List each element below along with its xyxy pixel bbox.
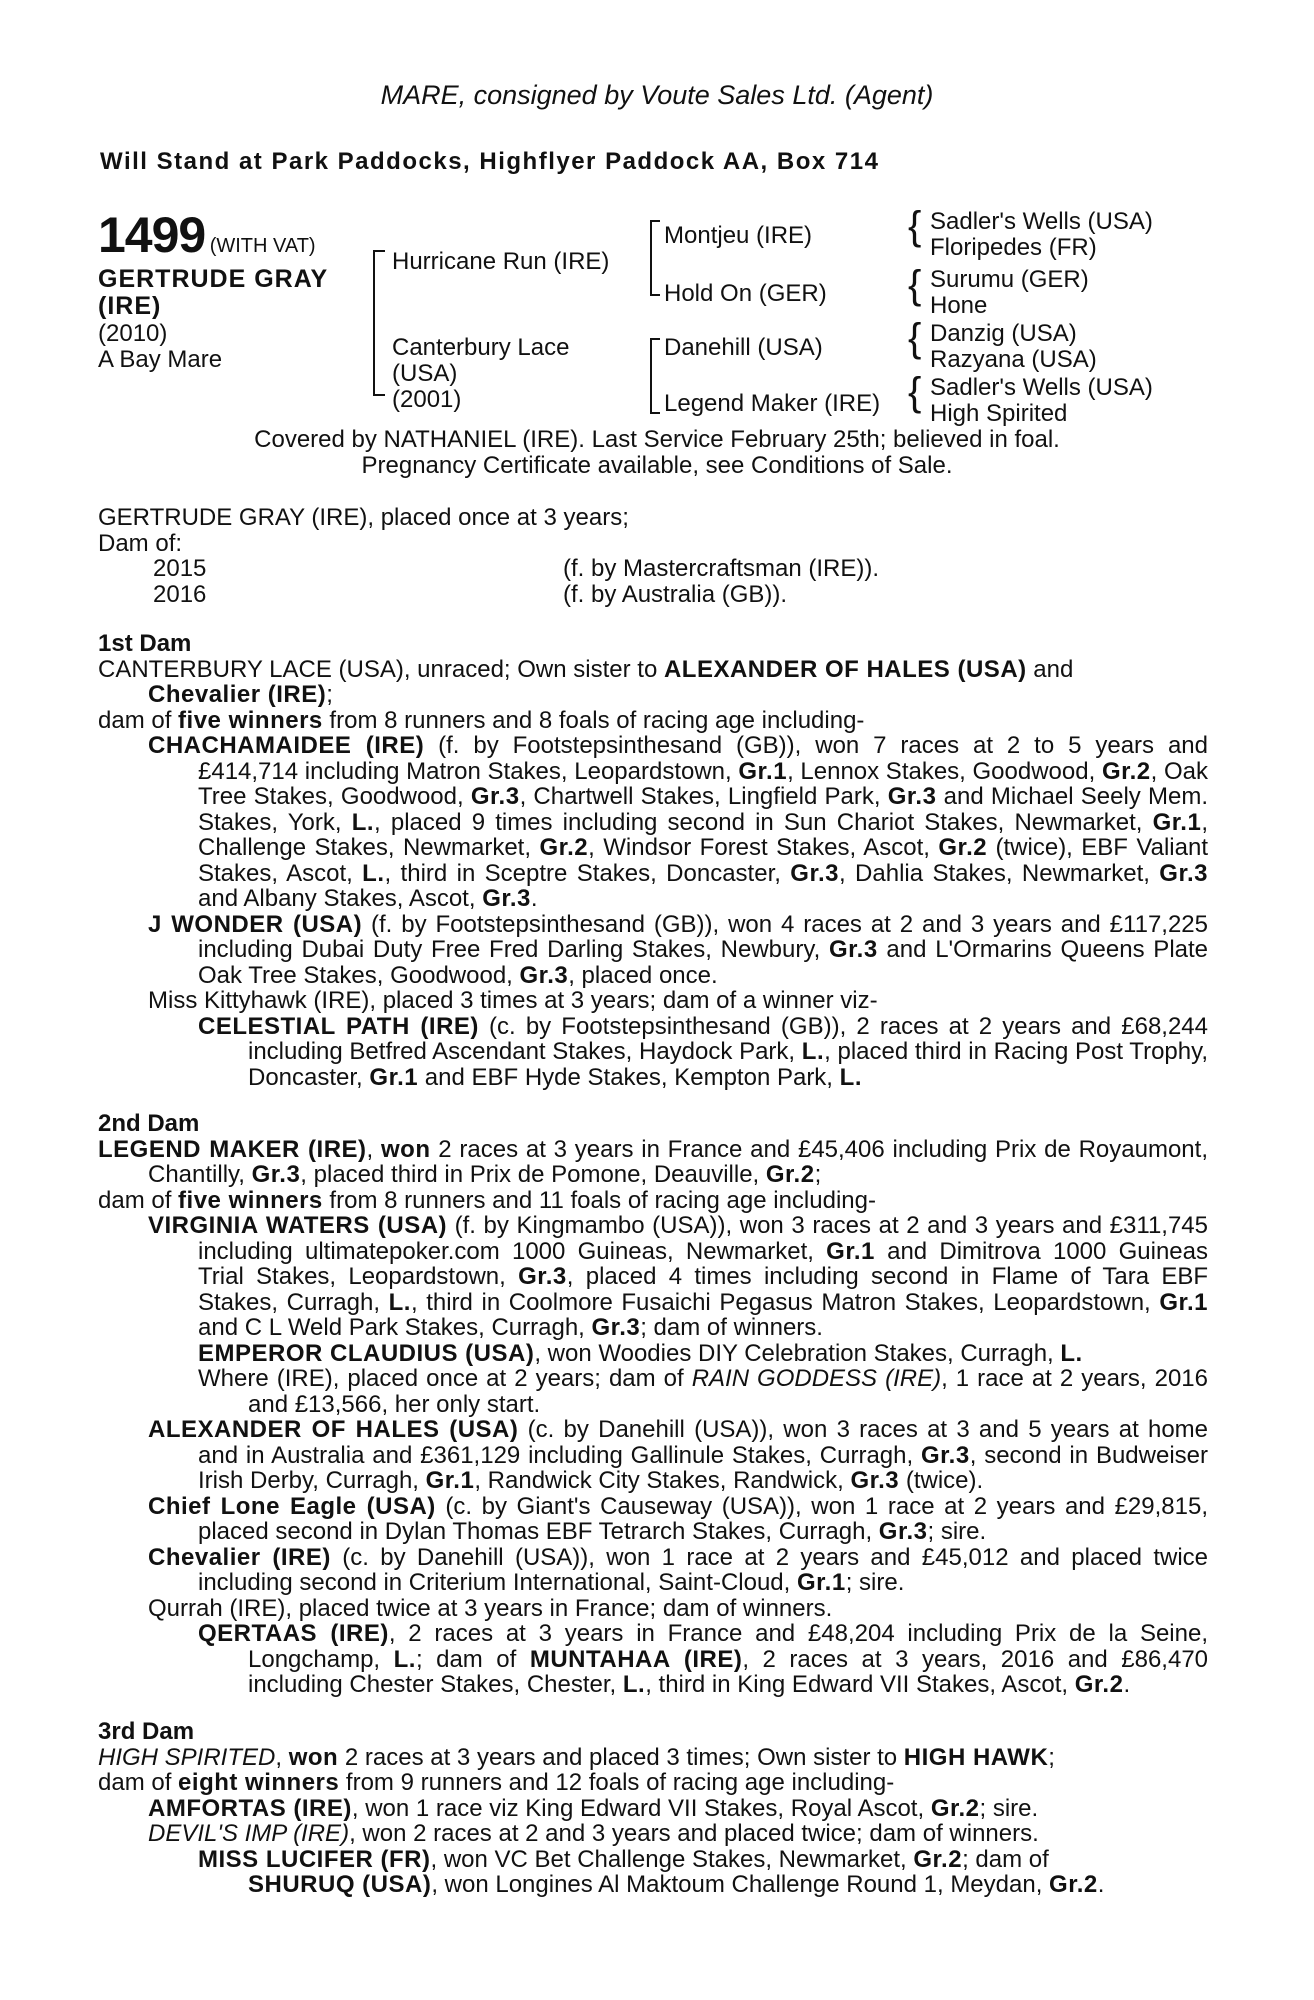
second-dam-entry: ALEXANDER OF HALES (USA) (c. by Danehill (USA)), won 3 races at 3 and 5 years at home and in Australia and £361,129 including Gallinule Stakes, Curragh, Gr.3, second in Budweiser Irish Derby, Curragh, Gr.1, Randwick City Stakes, Randwick, Gr.3 (twice). [148,1416,1209,1494]
brace-glyph: { [908,204,922,248]
horse-name-suffix: (IRE) [98,292,162,320]
produce-year: 2015 [153,555,207,582]
pedigree-sire: Hurricane Run (IRE) [392,248,610,275]
pedigree-dam-dam: Legend Maker (IRE) [664,390,881,417]
first-dam-entry: CELESTIAL PATH (IRE) (c. by Footstepsinthesand (GB)), 2 races at 2 years and £68,244 including Betfred Ascendant Stakes, Haydock Park, L., placed third in Racing Post Trophy, Doncaster, Gr.1 and EBF Hyde Stakes, Kempton Park, L. [198,1012,1209,1091]
pedigree-dsd: Razyana (USA) [930,346,1097,373]
first-dam-summary: dam of five winners from 8 runners and 8 foals of racing age including- [98,706,865,734]
third-dam-intro: HIGH SPIRITED, won 2 races at 3 years and placed 3 times; Own sister to HIGH HAWK; [98,1743,1055,1771]
brace-glyph: { [908,316,922,360]
pedigree-sire-sire: Montjeu (IRE) [664,222,813,249]
dam-of-label: Dam of: [98,529,183,557]
produce-row [98,582,1208,608]
pedigree-ssd: Floripedes (FR) [930,234,1097,261]
first-dam-entry: CHACHAMAIDEE (IRE) (f. by Footstepsinthesand (GB)), won 7 races at 2 to 5 years and £414,714 including Matron Stakes, Leopardstown, Gr.1, Lennox Stakes, Goodwood, Gr.2, Oak Tree Stakes, Goodwood, Gr.3, Chartwell Stakes, Lingfield Park, Gr.3 and Michael Seely Mem. Stakes, York, L., placed 9 times including second in Sun Chariot Stakes, Newmarket, Gr.1, Challenge Stakes, Newmarket, Gr.2, Windsor Forest Stakes, Ascot, Gr.2 (twice), EBF Valiant Stakes, Ascot, L., third in Sceptre Stakes, Doncaster, Gr.3, Dahlia Stakes, Newmarket, Gr.3 and Albany Stakes, Ascot, Gr.3. [148,732,1208,912]
pedigree-sds: Surumu (GER) [930,266,1089,293]
horse-year: (2010) [98,320,168,347]
second-dam-entry: Chevalier (IRE) (c. by Danehill (USA)), won 1 race at 2 years and £45,012 and placed twice including second in Criterium International, Saint-Cloud, Gr.1; sire. [148,1543,1209,1596]
horse-name: GERTRUDE GRAY [98,265,329,293]
second-dam-heading: 2nd Dam [98,1110,200,1137]
pedigree-dss: Danzig (USA) [930,320,1077,347]
lot-number: 1499 [98,207,206,263]
produce-row [98,556,1208,582]
first-dam-entry: J WONDER (USA) (f. by Footstepsinthesand (GB)), won 4 races at 2 and 3 years and £117,225 including Dubai Duty Free Fred Darling Stakes, Newbury, Gr.3 and L'Ormarins Queens Plate Oak Tree Stakes, Goodwood, Gr.3, placed once. [148,910,1209,989]
third-dam-entry: DEVIL'S IMP (IRE), won 2 races at 2 and 3 years and placed twice; dam of winners. [148,1820,1039,1847]
stand-location: Will Stand at Park Paddocks, Highflyer Paddock AA, Box 714 [100,148,880,175]
second-dam-entry: EMPEROR CLAUDIUS (USA), won Woodies DIY Celebration Stakes, Curragh, L. [198,1339,1083,1367]
vat-note: (WITH VAT) [209,235,316,257]
third-dam-heading: 3rd Dam [98,1718,195,1745]
dam-brace [650,338,660,414]
consignor-line: MARE, consigned by Voute Sales Ltd. (Agent) [380,80,934,110]
pregnancy-note: Pregnancy Certificate available, see Conditions of Sale. [361,452,953,479]
second-dam-entry: VIRGINIA WATERS (USA) (f. by Kingmambo (USA)), won 3 races at 2 and 3 years and £311,745 including ultimatepoker.com 1000 Guineas, Newmarket, Gr.1 and Dimitrova 1000 Guineas Trial Stakes, Leopardstown, Gr.3, placed 4 times including second in Flame of Tara EBF Stakes, Curragh, L., third in Coolmore Fusaichi Pegasus Matron Stakes, Leopardstown, Gr.1 and C L Weld Park Stakes, Curragh, Gr.3; dam of winners. [148,1212,1209,1341]
pedigree-dam-3: (2001) [392,386,462,413]
first-dam-intro: CANTERBURY LACE (USA), unraced; Own sister to ALEXANDER OF HALES (USA) and Chevalier (IRE); [98,655,1074,708]
brace-glyph: { [908,263,922,307]
covered-note: Covered by NATHANIEL (IRE). Last Service February 25th; believed in foal. [254,426,1060,453]
third-dam-entry: MISS LUCIFER (FR), won VC Bet Challenge Stakes, Newmarket, Gr.2; dam of SHURUQ (USA), won Longines Al Maktoum Challenge Round 1, Meydan, Gr.2. [198,1845,1105,1898]
horse-description: A Bay Mare [98,346,223,373]
second-dam-entry: QERTAAS (IRE), 2 races at 3 years in France and £48,204 including Prix de la Seine, Longchamp, L.; dam of MUNTAHAA (IRE), 2 races at 3 years, 2016 and £86,470 including Chester Stakes, Chester, L., third in King Edward VII Stakes, Ascot, Gr.2. [198,1620,1209,1698]
third-dam-section [98,1719,1208,1898]
produce-record [98,505,1208,607]
third-dam-summary: dam of eight winners from 9 runners and 12 foals of racing age including- [98,1769,895,1796]
pedigree-dam-2: (USA) [392,360,458,387]
second-dam-summary: dam of five winners from 8 runners and 11 foals of racing age including- [98,1186,876,1214]
second-dam-section [98,1111,1208,1698]
first-dam-section [98,631,1208,1090]
first-dam-entry: Miss Kittyhawk (IRE), placed 3 times at 3 years; dam of a winner viz- [148,987,878,1014]
pedigree-dam-1: Canterbury Lace [392,334,570,361]
produce-year: 2016 [153,580,207,608]
pedigree-dam-sire: Danehill (USA) [664,334,823,361]
second-dam-intro: LEGEND MAKER (IRE), won 2 races at 3 years in France and £45,406 including Prix de Royaumont, Chantilly, Gr.3, placed third in Prix de Pomone, Deauville, Gr.2; [98,1135,1208,1188]
produce-intro: GERTRUDE GRAY (IRE), placed once at 3 years; [98,504,629,531]
second-dam-entry: Chief Lone Eagle (USA) (c. by Giant's Causeway (USA)), won 1 race at 2 years and £29,815, placed second in Dylan Thomas EBF Tetrarch Stakes, Curragh, Gr.3; sire. [148,1492,1208,1545]
brace-glyph: { [908,370,922,414]
pedigree-sss: Sadler's Wells (USA) [930,208,1153,235]
sire-brace [650,220,660,296]
first-dam-heading: 1st Dam [98,630,192,657]
second-dam-entry: Qurrah (IRE), placed twice at 3 years in France; dam of winners. [148,1594,833,1622]
first-gen-brace [373,250,385,396]
second-dam-entry: Where (IRE), placed once at 2 years; dam of RAIN GODDESS (IRE), 1 race at 2 years, 2016 and £13,566, her only start. [198,1365,1208,1418]
produce-desc: (f. by Australia (GB)). [563,580,788,608]
pedigree-dds: Sadler's Wells (USA) [930,374,1153,401]
lot-number-block [98,206,316,264]
third-dam-entry: AMFORTAS (IRE), won 1 race viz King Edward VII Stakes, Royal Ascot, Gr.2; sire. [148,1794,1039,1822]
produce-desc: (f. by Mastercraftsman (IRE)). [563,555,880,582]
pedigree-ddd: High Spirited [930,400,1068,427]
pedigree-sire-dam: Hold On (GER) [664,280,827,307]
pedigree-sdd: Hone [930,292,988,319]
